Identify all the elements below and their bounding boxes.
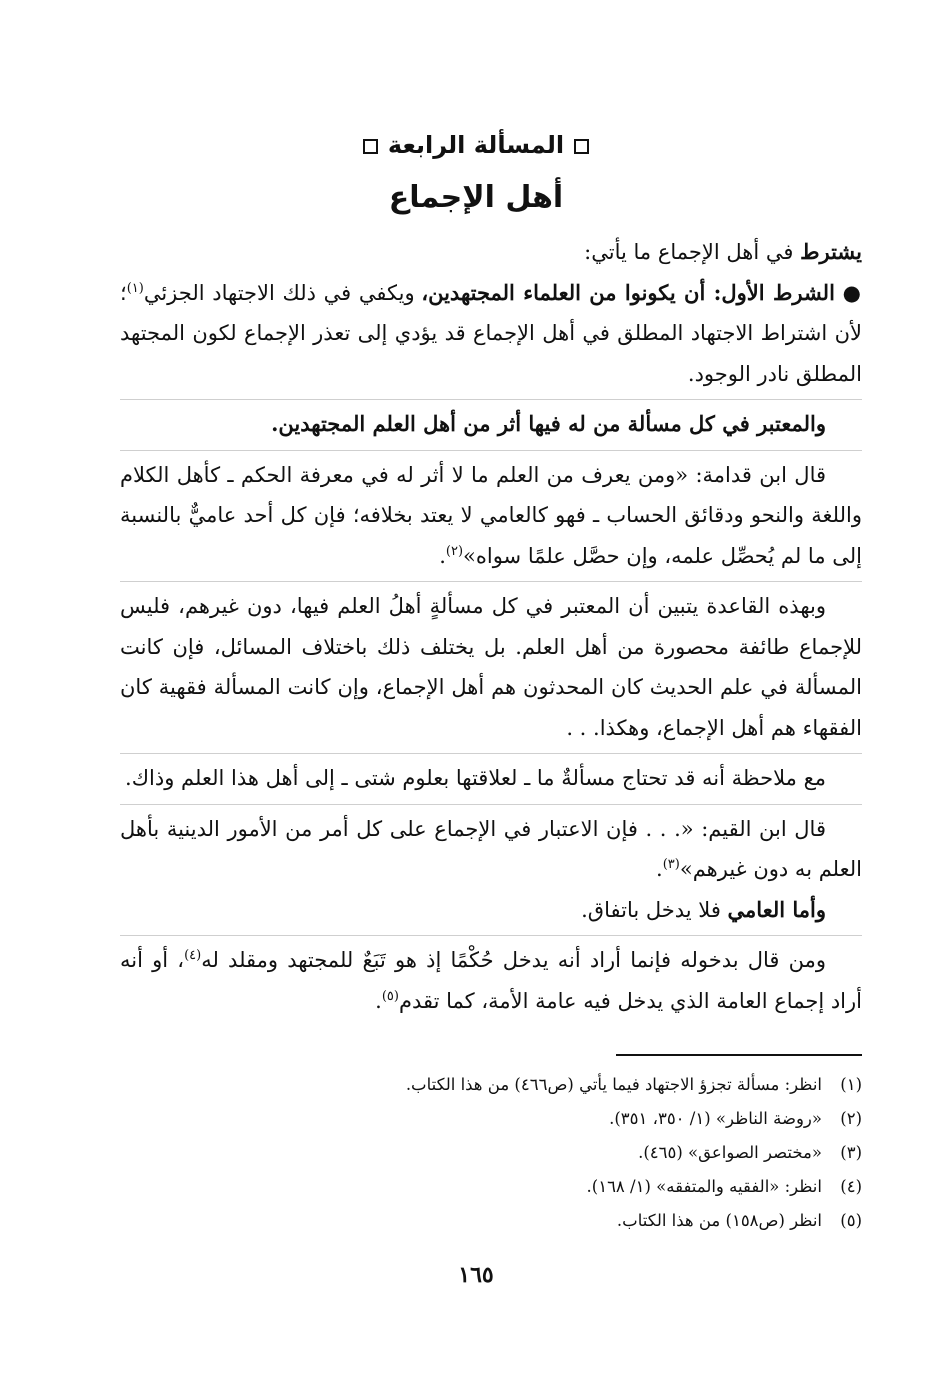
condition-label: الشرط الأول: (713, 279, 835, 305)
footnote-text: «مختصر الصواعق» (٤٦٥). (638, 1143, 822, 1162)
intro-paragraph (120, 232, 862, 273)
intro-lead: يشترط (800, 239, 862, 264)
footnote-number: (١) (840, 1075, 862, 1094)
separator-line (120, 399, 862, 400)
page-number: ١٦٥ (458, 1262, 494, 1288)
footnote-item (200, 1136, 862, 1170)
separator-line (120, 450, 862, 451)
separator-line (120, 804, 862, 805)
section-label: المسألة الرابعة (387, 131, 565, 159)
footnote-ref[interactable]: (٣) (662, 857, 680, 872)
square-ornament-icon (574, 139, 589, 154)
footnote-ref[interactable]: (٤) (184, 948, 202, 963)
footnote-number: (٣) (840, 1143, 862, 1162)
condition-explanation-a: ويكفي في ذلك الاجتهاد الجزئي (143, 280, 422, 305)
ibn-qudama-quote: قال ابن قدامة: «ومن يعرف من العلم ما لا أثر له في معرفة الحكم ـ كأهل الكلام واللغة والنحو ودقائق الحساب ـ فهو كالعامي لا يعتد بخلافه؛ فإن كل أحد عاميٌّ بالنسبة إلى ما لم يُحصِّل علمه، وإن حصَّل علمًا سواه»$^{(٢)}$. (120, 462, 862, 568)
footnote-text: «روضة الناظر» (١/ ٣٥٠، ٣٥١). (609, 1109, 822, 1128)
rule-statement: والمعتبر في كل مسألة من له فيها أثر من أهل العلم المجتهدين. (271, 411, 826, 436)
layman-paragraph: وأما العامي فلا يدخل باتفاق. (581, 896, 826, 922)
footnote-number: (٥) (840, 1211, 862, 1230)
condition-explanation-b: ؛ لأن اشتراط الاجتهاد المطلق في أهل الإجماع قد يؤدي إلى تعذر الإجماع لكون المجتهد المطلق نادر الوجود. (120, 280, 862, 386)
square-ornament-icon (363, 139, 378, 154)
footnote-ref[interactable]: (٥) (381, 988, 399, 1004)
section-header (0, 128, 952, 162)
footnote-divider (616, 1054, 862, 1056)
final-paragraph: ومن قال بدخوله فإنما أراد أنه يدخل حُكْمًا إذ هو تَبَعٌ للمجتهد ومقلد له$^{(٤)}$، أو أنه أراد إجماع العامة الذي يدخل فيه عامة الأمة، كما تقدم$^{(٥)}$. (120, 948, 862, 1013)
footnote-item (200, 1068, 862, 1102)
footnote-text: انظر: مسألة تجزؤ الاجتهاد فيما يأتي (ص٤٦٦) من هذا الكتاب. (405, 1075, 822, 1094)
footnote-number: (٤) (840, 1177, 862, 1196)
rule-paragraph: وبهذه القاعدة يتبين أن المعتبر في كل مسألةٍ أهلُ العلم فيها، دون غيرهم، فليس للإجماع طائفة محصورة من أهل العلم. بل يختلف ذلك باختلاف المسائل، فإن كانت المسألة في علم الحديث كان المحدثون هم أهل الإجماع، وإن كانت المسألة فقهية كان الفقهاء هم أهل الإجماع، وهكذا. . . (120, 594, 862, 740)
separator-line (120, 753, 862, 754)
footnote-item (200, 1102, 862, 1136)
footnote-number: (٢) (840, 1109, 862, 1128)
footnotes (200, 1068, 862, 1238)
separator-line (120, 935, 862, 936)
footnote-text: انظر: «الفقيه والمتفقه» (١/ ١٦٨). (586, 1177, 822, 1196)
ibn-qayyim-quote: قال ابن القيم: «. . . فإن الاعتبار في الإجماع على كل أمر من الأمور الدينية بأهل العلم به دون غيرهم»$^{(٣)}$. (120, 816, 862, 881)
footnote-text: انظر (ص١٥٨) من هذا الكتاب. (616, 1211, 822, 1230)
footnote-ref[interactable]: (١) (126, 280, 144, 296)
separator-line (120, 581, 862, 582)
body-text (120, 232, 862, 1021)
intro-rest: في أهل الإجماع ما يأتي: (584, 240, 801, 264)
condition-paragraph (120, 273, 862, 395)
layman-label: وأما العامي (727, 896, 826, 922)
bullet-icon: ● (842, 280, 862, 305)
chapter-title: أهل الإجماع (388, 180, 564, 215)
footnote-item (200, 1204, 862, 1238)
footnote-ref[interactable]: (٢) (445, 543, 464, 559)
condition-text: أن يكونوا من العلماء المجتهدين، (421, 279, 714, 305)
note-paragraph: مع ملاحظة أنه قد تحتاج مسألةٌ ما ـ لعلاقتها بعلوم شتى ـ إلى أهل هذا العلم وذاك. (125, 766, 826, 790)
footnote-item (200, 1170, 862, 1204)
